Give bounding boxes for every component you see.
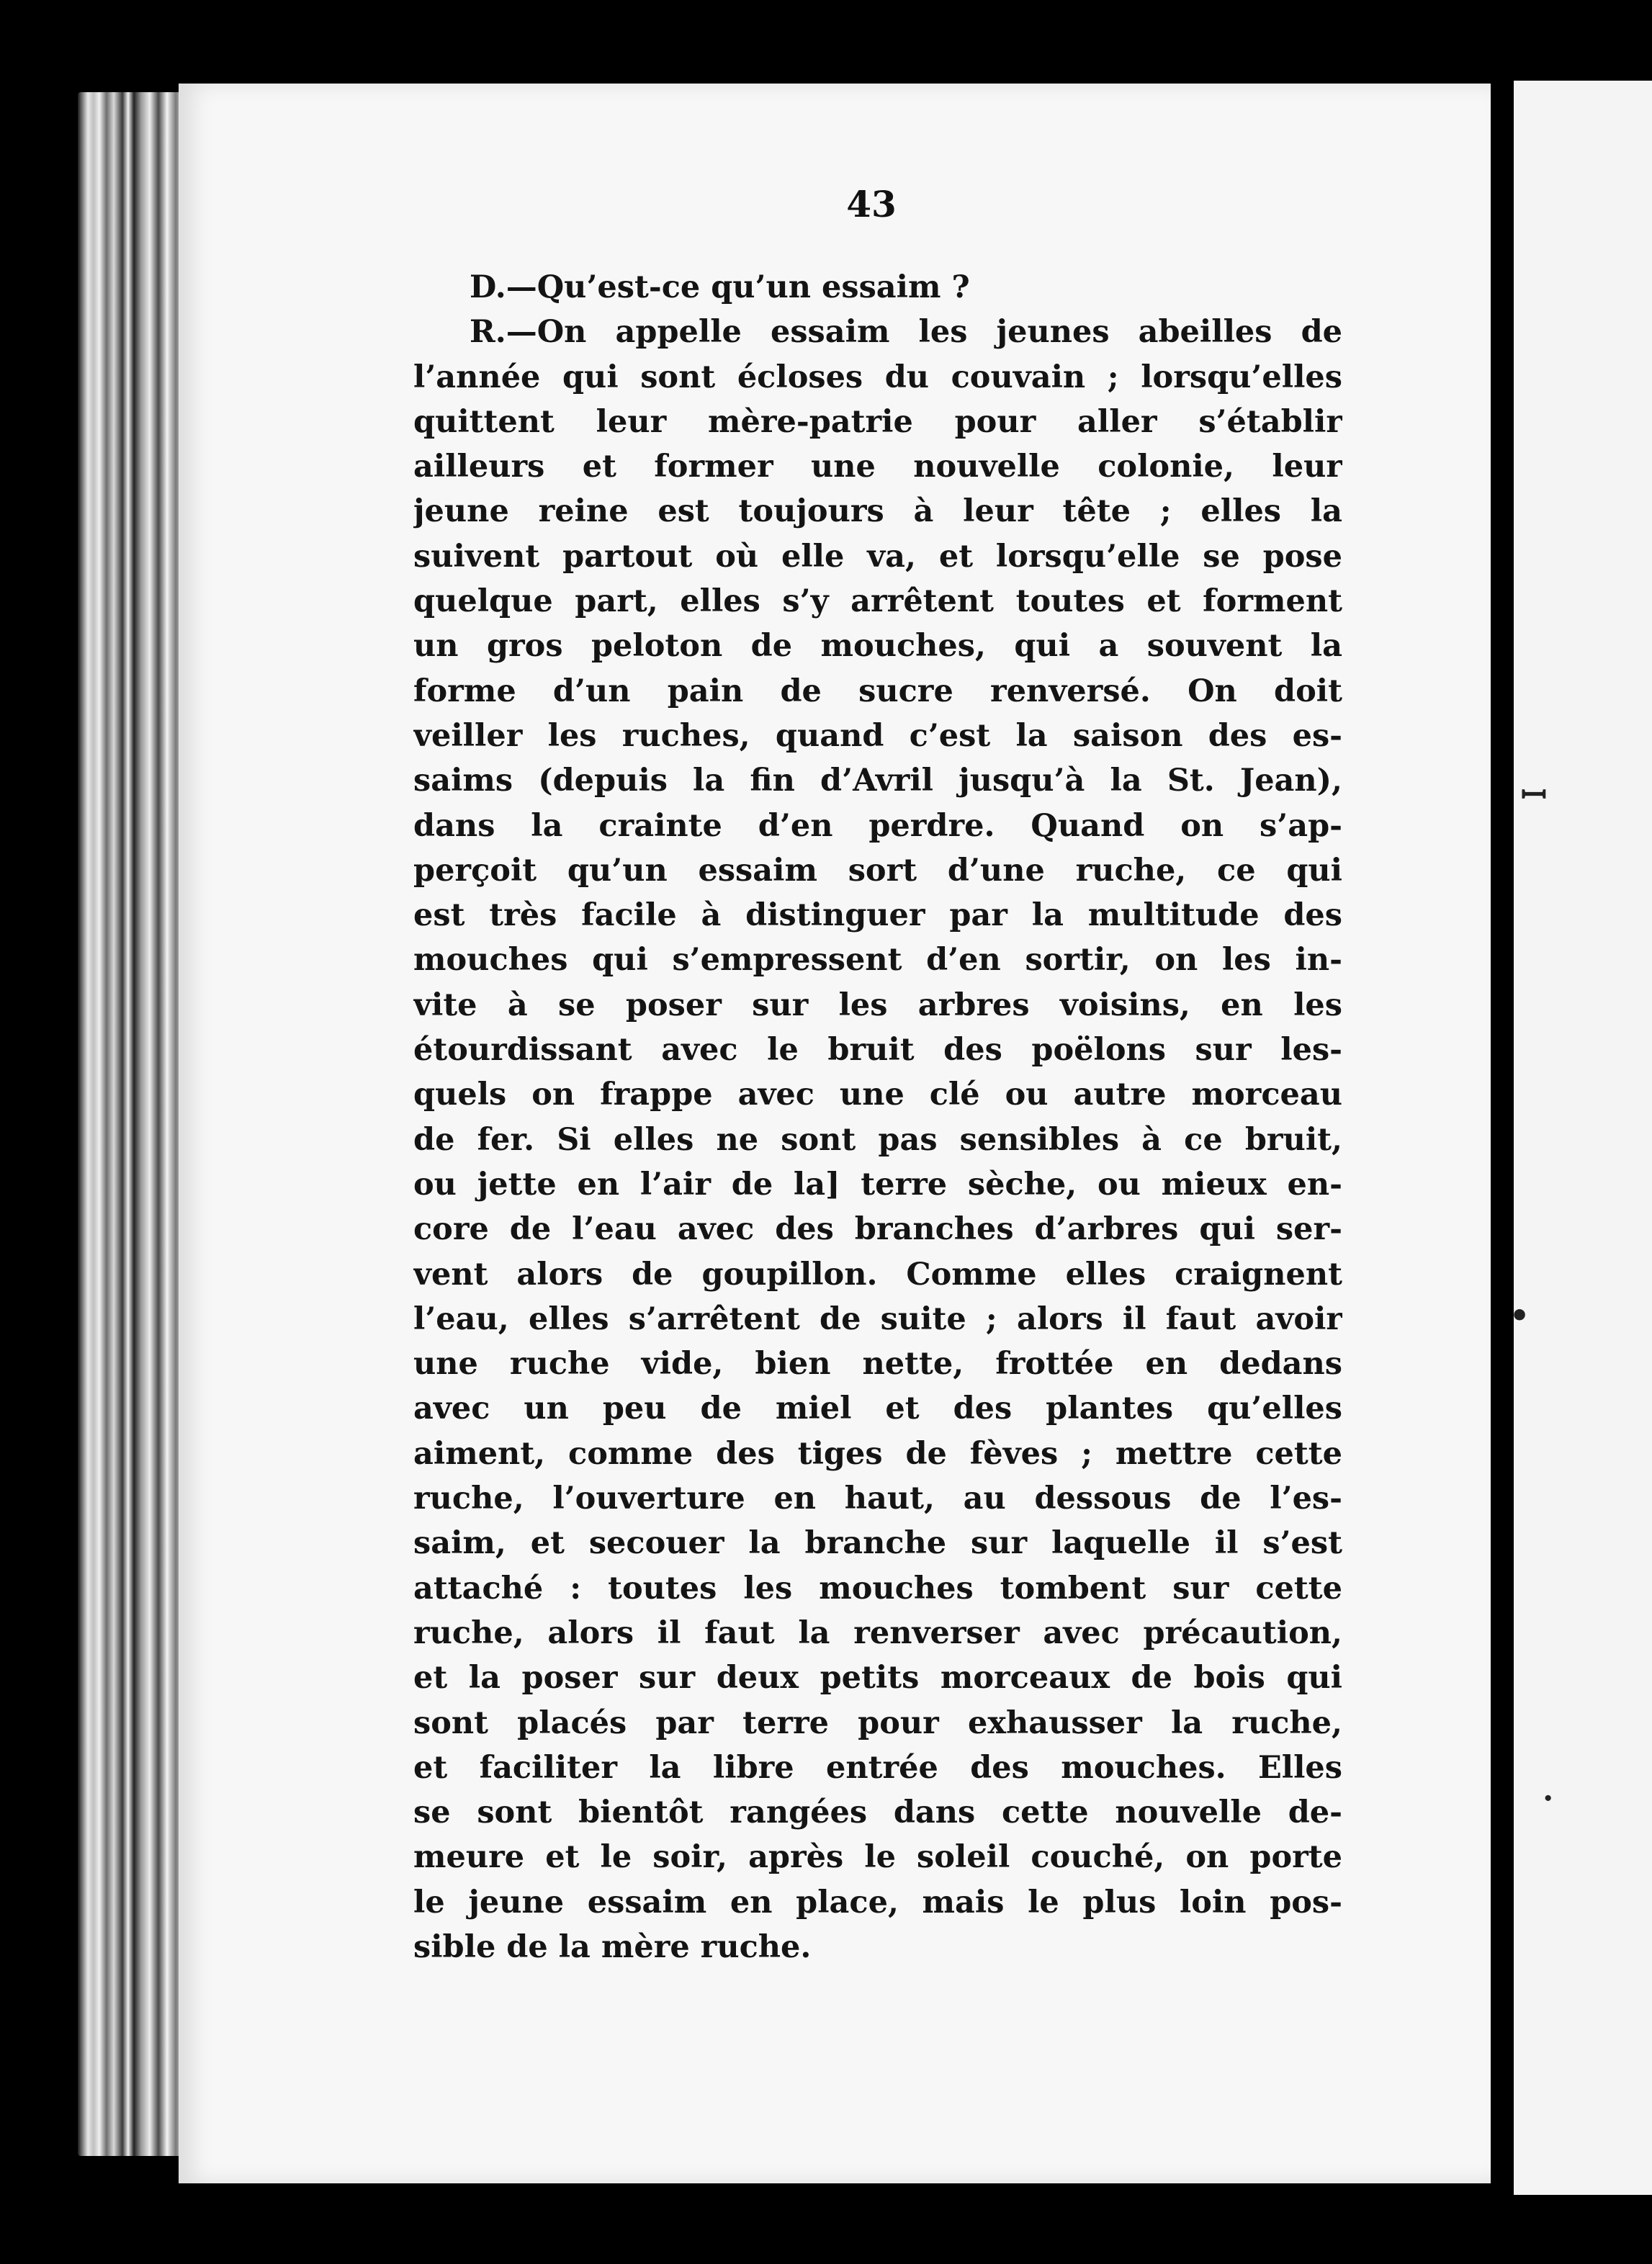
- text-line: l’année qui sont écloses du couvain ; lorsqu’elles: [413, 359, 1342, 395]
- text-line: dans la crainte d’en perdre. Quand on s’ap-: [413, 807, 1342, 844]
- text-line: sible de la mère ruche.: [413, 1928, 812, 1965]
- text-line: ou jette en l’air de la] terre sèche, ou mieux en-: [413, 1166, 1342, 1203]
- text-line: est très facile à distinguer par la multitude des: [413, 897, 1342, 934]
- text-line: suivent partout où elle va, et lorsqu’elle se pose: [413, 538, 1342, 575]
- text-line: et la poser sur deux petits morceaux de bois qui: [413, 1660, 1342, 1697]
- text-line: saims (depuis la fin d’Avril jusqu’à la St. Jean),: [413, 763, 1342, 799]
- text-line: étourdissant avec le bruit des poëlons sur les-: [413, 1032, 1342, 1069]
- text-line: perçoit qu’un essaim sort d’une ruche, ce qui: [413, 852, 1342, 889]
- text-line: jeune reine est toujours à leur tête ; elles la: [413, 493, 1342, 530]
- text-line: vent alors de goupillon. Comme elles craignent: [413, 1256, 1342, 1293]
- text-line: meure et le soir, après le soleil couché, on porte: [413, 1839, 1342, 1876]
- text-line: core de l’eau avec des branches d’arbres qui ser-: [413, 1211, 1342, 1248]
- text-line: ruche, l’ouverture en haut, au dessous de l’es-: [413, 1481, 1342, 1517]
- text-line: sont placés par terre pour exhausser la ruche,: [413, 1704, 1342, 1741]
- text-line: veiller les ruches, quand c’est la saison des es-: [413, 717, 1342, 754]
- text-line: le jeune essaim en place, mais le plus loin pos-: [413, 1884, 1342, 1921]
- page-number: 43: [846, 183, 897, 225]
- body-text: [413, 265, 1342, 1969]
- text-line: ailleurs et former une nouvelle colonie, leur: [413, 449, 1342, 485]
- text-line: quittent leur mère-patrie pour aller s’établir: [413, 403, 1342, 440]
- facing-page-mark: ·: [1543, 1780, 1554, 1817]
- text-line: saim, et secouer la branche sur laquelle il s’est: [413, 1525, 1342, 1562]
- book-gutter: [1492, 72, 1514, 2204]
- text-line: vite à se poser sur les arbres voisins, en les: [413, 987, 1342, 1023]
- text-line: une ruche vide, bien nette, frottée en dedans: [413, 1346, 1342, 1383]
- facing-page: [1509, 81, 1652, 2195]
- text-line: quelque part, elles s’y arrêtent toutes et forment: [413, 583, 1342, 620]
- text-line: avec un peu de miel et des plantes qu’elles: [413, 1391, 1342, 1427]
- text-line: se sont bientôt rangées dans cette nouvelle de-: [413, 1794, 1342, 1831]
- text-line: quels on frappe avec une clé ou autre morceau: [413, 1077, 1342, 1113]
- text-line: forme d’un pain de sucre renversé. On doit: [413, 673, 1342, 709]
- facing-page-mark: ꟷ: [1521, 777, 1547, 814]
- facing-page-mark: •: [1509, 1298, 1530, 1334]
- text-line: et faciliter la libre entrée des mouches. Elles: [413, 1749, 1342, 1786]
- text-line: attaché : toutes les mouches tombent sur cette: [413, 1570, 1342, 1607]
- text-line: D.—Qu’est-ce qu’un essaim ?: [470, 269, 970, 305]
- text-line: aiment, comme des tiges de fèves ; mettre cette: [413, 1435, 1342, 1472]
- text-line: un gros peloton de mouches, qui a souvent la: [413, 628, 1342, 665]
- text-line: ruche, alors il faut la renverser avec précaution,: [413, 1614, 1342, 1651]
- text-line: de fer. Si elles ne sont pas sensibles à ce bruit,: [413, 1121, 1342, 1158]
- text-line: l’eau, elles s’arrêtent de suite ; alors il faut avoir: [413, 1301, 1342, 1337]
- text-line: R.—On appelle essaim les jeunes abeilles de: [470, 314, 1342, 351]
- text-line: mouches qui s’empressent d’en sortir, on les in-: [413, 942, 1342, 979]
